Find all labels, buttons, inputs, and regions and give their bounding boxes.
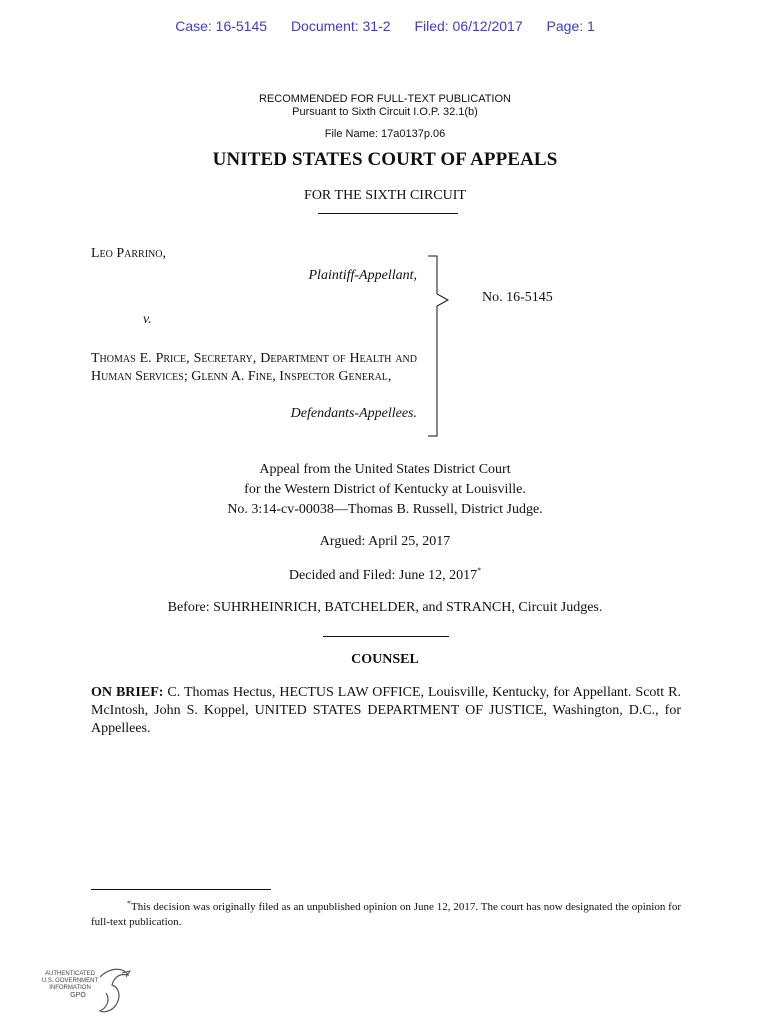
appeal-line2: for the Western District of Kentucky at Louisville.: [244, 482, 526, 497]
divider: [318, 213, 458, 214]
counsel-label: ON BRIEF:: [91, 685, 164, 700]
counsel-heading: COUNSEL: [351, 652, 419, 667]
appeal-line3: No. 3:14-cv-00038—Thomas B. Russell, District Judge.: [227, 502, 543, 517]
docket-number: No. 16-5145: [482, 290, 553, 305]
divider: [323, 636, 449, 637]
publication-line1: RECOMMENDED FOR FULL-TEXT PUBLICATION: [258, 93, 511, 105]
eagle-seal-icon: [96, 965, 132, 1015]
decided-date: [0, 566, 770, 584]
panel-judges: Before: SUHRHEINRICH, BATCHELDER, and STRANCH, Circuit Judges.: [167, 600, 603, 615]
publication-notice: [0, 93, 770, 119]
counsel-text: [91, 684, 681, 738]
appeal-line1: Appeal from the United States District Court: [259, 462, 511, 477]
gpo-authentication-logo: [40, 965, 140, 1015]
logo-line1: AUTHENTICATED: [45, 971, 95, 977]
defendants-role: Defendants-Appellees.: [290, 406, 417, 421]
logo-line2: U.S. GOVERNMENT: [41, 978, 99, 984]
gpo-logo-text: [40, 971, 100, 999]
publication-line2: Pursuant to Sixth Circuit I.O.P. 32.1(b): [292, 106, 478, 118]
footnote-mark: *: [127, 899, 131, 908]
header-document: Document: 31-2: [290, 18, 391, 34]
appeal-origin: [0, 460, 770, 520]
docket-header: [0, 18, 770, 34]
footnote-divider: [91, 889, 271, 890]
court-name: UNITED STATES COURT OF APPEALS: [212, 149, 558, 170]
plaintiff-role: Plaintiff-Appellant,: [308, 268, 417, 283]
defendant-names-text: Thomas E. Price, Secretary, Department of Health and Human Services; Glenn A. Fine, Inspector General,: [91, 351, 417, 384]
logo-line3: INFORMATION: [49, 985, 91, 991]
logo-line4: GPO: [70, 992, 86, 999]
header-page: Page: 1: [546, 18, 595, 34]
decided-text: Decided and Filed: June 12, 2017: [288, 568, 478, 583]
file-name: File Name: 17a0137p.06: [324, 128, 446, 140]
argued-date: Argued: April 25, 2017: [319, 534, 451, 549]
versus: v.: [143, 312, 152, 327]
footnote-marker[interactable]: *: [477, 566, 482, 575]
counsel-body: C. Thomas Hectus, HECTUS LAW OFFICE, Louisville, Kentucky, for Appellant. Scott R. McIntosh, John S. Koppel, UNITED STATES DEPARTMENT OF JUSTICE, Washington, D.C., for Appellees.: [91, 685, 681, 736]
plaintiff-name: Leo Parrino,: [91, 246, 167, 261]
footnote-text: This decision was originally filed as an unpublished opinion on June 12, 2017. The court has now designated the opinion for full-text publication.: [91, 901, 681, 928]
defendant-names: [91, 350, 417, 386]
circuit-name: FOR THE SIXTH CIRCUIT: [304, 188, 466, 203]
caption-bracket-icon: [426, 254, 452, 440]
header-case: Case: 16-5145: [175, 18, 268, 34]
footnote: [91, 896, 681, 930]
header-filed: Filed: 06/12/2017: [414, 18, 523, 34]
